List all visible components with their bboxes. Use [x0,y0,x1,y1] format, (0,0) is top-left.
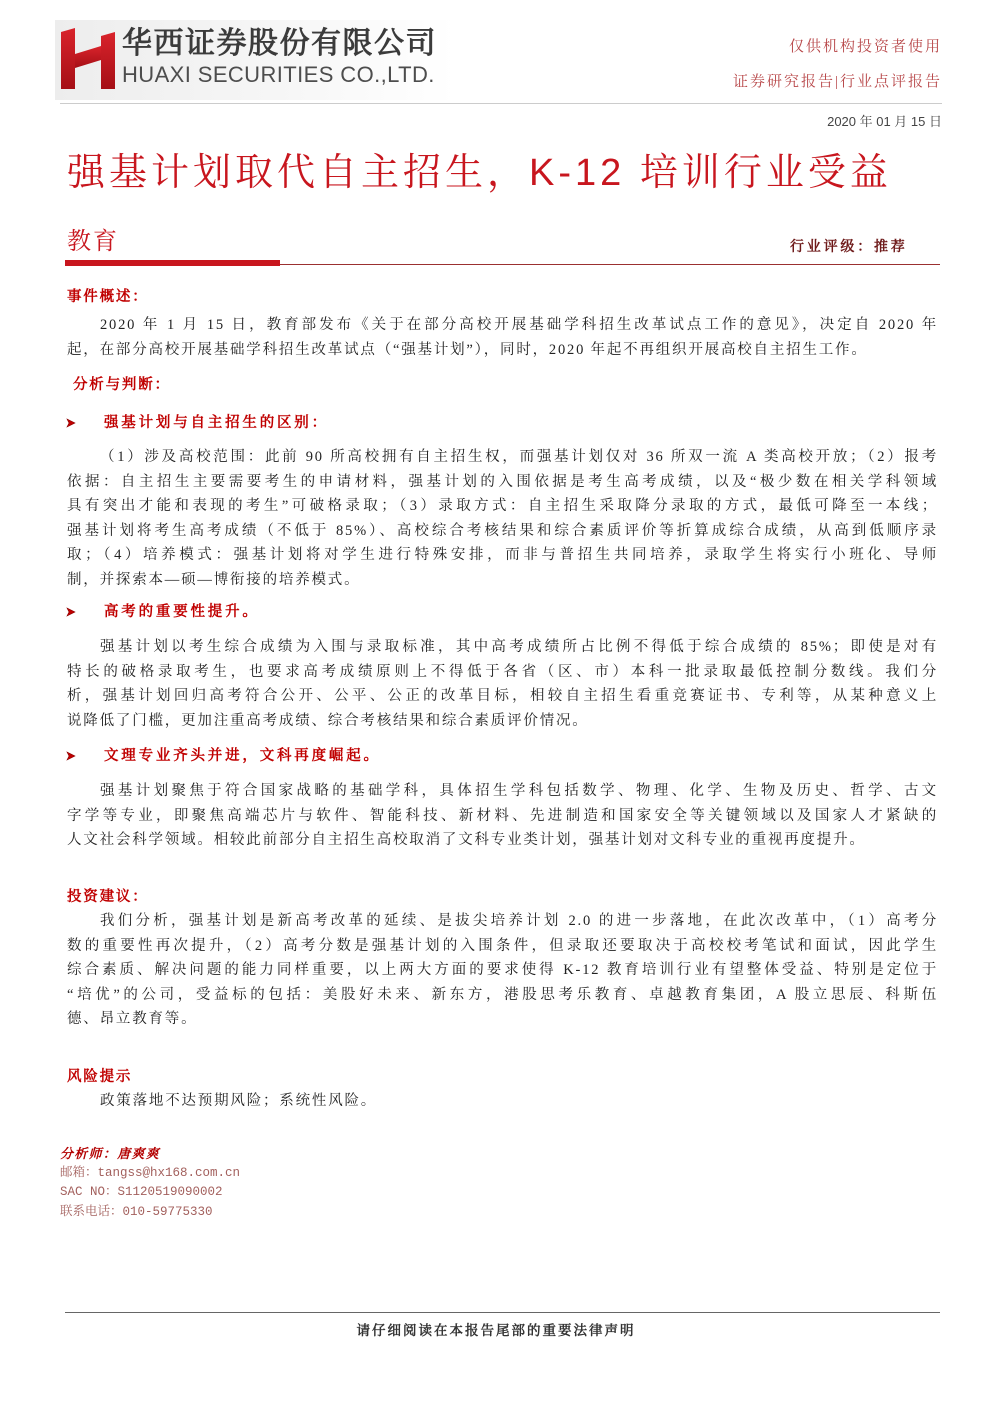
arrow-bullet-icon [66,751,76,761]
industry-underline-bar [65,260,280,266]
point-heading-gaokao: 高考的重要性提升。 [104,604,260,620]
text-line: 析，强基计划回归高考符合公开、公平、公正的改革目标，相较自主招生看重竞赛证书、专利等，从某种意义上 [67,688,938,704]
text-line: 数的重要性再次提升，（2）高考分数是强基计划的入围条件，但录取还要取决于高校校考笔试和面试，因此学生 [67,937,938,954]
report-title: 强基计划取代自主招生，K-12 培训行业受益 [67,152,892,194]
text-line: 强基计划将考生高考成绩（不低于 85%）、高校综合考核结果和综合素质评价等折算成综合成绩，从高到低顺序录 [67,522,938,539]
point-paragraph-gaokao [67,635,938,733]
text-line: 依据：自主招生主要需要考生的申请材料，强基计划的入围依据是考生高考成绩，以及“极少数在相关学科领域 [67,473,938,490]
text-line: 特长的破格录取考生，也要求高考成绩原则上不得低于各省（区、市）本科一批录取最低控制分数线。我们分 [67,663,938,680]
footer-disclaimer: 请仔细阅读在本报告尾部的重要法律声明 [356,1323,636,1338]
point-heading-difference: 强基计划与自主招生的区别： [104,415,329,431]
audience-note: 仅供机构投资者使用 [788,39,942,55]
text-line: 综合素质、解决问题的能力同样重要，以上两大方面的要求使得 K-12 教育培训行业有望整体受益、特别是定位于 [67,962,938,978]
event-heading: 事件概述： [67,289,149,305]
analyst-phone: 联系电话：010-59775330 [60,1204,213,1219]
text-line: 具有突出才能和表现的考生”可破格录取；（3）录取方式：自主招生采取降分录取的方式，最低可降至一本线； [67,498,938,514]
arrow-bullet-icon [66,418,76,428]
report-type: 证券研究报告|行业点评报告 [732,74,942,90]
text-line: （1）涉及高校范围：此前 90 所高校拥有自主招生权，而强基计划仅对 36 所双一流 A 类高校开放；（2）报考 [100,449,938,465]
text-line: 强基计划聚焦于符合国家战略的基础学科，具体招生学科包括数学、物理、化学、生物及历史、哲学、古文 [100,783,938,799]
event-paragraph [67,313,938,362]
analyst-email: 邮箱：tangss@hx168.com.cn [60,1165,241,1180]
text-line: 人文社会科学领域。相较此前部分自主招生高校取消了文科专业类计划，强基计划对文科专业的重视再度提升。 [67,832,866,848]
header-divider [60,103,942,104]
text-line: 说降低了门槛，更加注重高考成绩、综合考核结果和综合素质评价情况。 [67,712,589,729]
analyst-name: 分析师：唐爽爽 [60,1146,161,1161]
huaxi-logo-icon [61,27,115,89]
text-line: 我们分析，强基计划是新高考改革的延续、是拔尖培养计划 2.0 的进一步落地，在此次改革中，（1）高考分 [100,913,938,929]
point-paragraph-difference [67,445,938,592]
risk-heading: 风险提示 [67,1069,133,1085]
text-line: 取；（4）培养模式：强基计划将对学生进行特殊安排，而非与普招生共同培养，录取学生将实行小班化、导师 [67,547,938,563]
industry-rating: 行业评级：推荐 [790,240,908,255]
report-date: 2020 年 01 月 15 日 [827,114,942,129]
text-line: 起，在部分高校开展基础学科招生改革试点（“强基计划”），同时，2020 年起不再组织开展高校自主招生工作。 [67,341,868,358]
text-line: 政策落地不达预期风险；系统性风险。 [100,1093,378,1109]
text-line: 强基计划以考生综合成绩为入围与录取标准，其中高考成绩所占比例不得低于综合成绩的 85%；即使是对有 [100,639,938,655]
investment-heading: 投资建议： [67,889,149,905]
point-paragraph-liberal-arts [67,779,938,853]
arrow-bullet-icon [66,607,76,617]
risk-paragraph [67,1089,938,1114]
text-line: “培优”的公司，受益标的包括：美股好未来、新东方，港股思考乐教育、卓越教育集团，A 股立思辰、科斯伍 [67,986,938,1003]
footer-divider [65,1312,940,1313]
investment-paragraph [67,909,938,1032]
industry-label: 教育 [67,228,119,255]
point-heading-liberal-arts: 文理专业齐头并进，文科再度崛起。 [104,748,381,764]
analyst-sac-number: SAC NO：S1120519090002 [60,1185,223,1199]
text-line: 制，并探索本—硕—博衔接的培养模式。 [67,571,361,588]
text-line: 2020 年 1 月 15 日，教育部发布《关于在部分高校开展基础学科招生改革试点工作的意见》，决定自 2020 年 [100,317,938,333]
text-line: 德、昂立教育等。 [67,1011,198,1027]
company-name-cn: 华西证券股份有限公司 [122,27,437,60]
company-name-en: HUAXI SECURITIES CO.,LTD. [122,62,435,87]
analyst-block [60,1144,240,1222]
text-line: 字学等专业，即聚焦高端芯片与软件、智能科技、新材料、先进制造和国家安全等关键领域以及国家人才紧缺的 [67,807,938,824]
industry-underline-rule [280,264,940,265]
analysis-heading: 分析与判断： [73,377,171,393]
